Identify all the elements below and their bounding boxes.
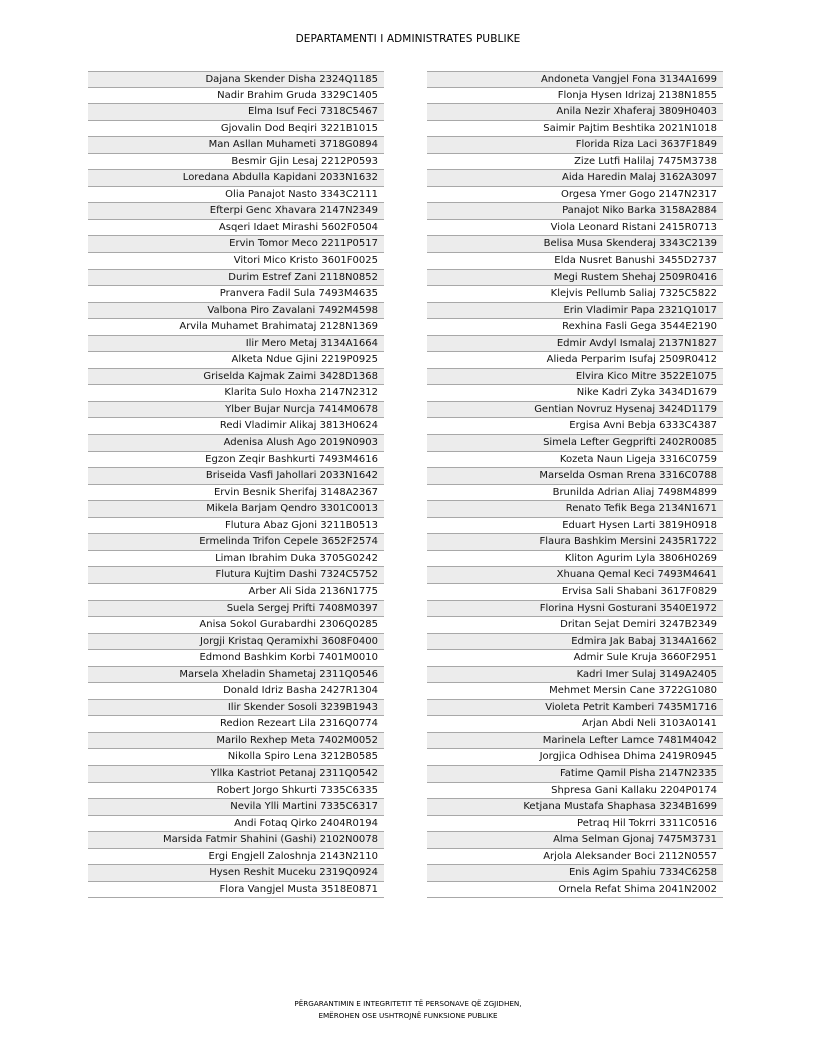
list-item: Aida Haredin Malaj 3162A3097 xyxy=(427,170,723,187)
list-item: Viola Leonard Ristani 2415R0713 xyxy=(427,220,723,237)
list-item: Petraq Hil Tokrri 3311C0516 xyxy=(427,816,723,833)
list-item: Enis Agim Spahiu 7334C6258 xyxy=(427,865,723,882)
list-item: Dajana Skender Disha 2324Q1185 xyxy=(88,71,384,88)
list-item: Elma Isuf Feci 7318C5467 xyxy=(88,104,384,121)
list-item: Ervin Besnik Sherifaj 3148A2367 xyxy=(88,485,384,502)
page-footer xyxy=(0,998,816,1022)
list-item: Kozeta Naun Ligeja 3316C0759 xyxy=(427,452,723,469)
list-item: Edmira Jak Babaj 3134A1662 xyxy=(427,634,723,651)
list-item: Arber Ali Sida 2136N1775 xyxy=(88,584,384,601)
list-item: Violeta Petrit Kamberi 7435M1716 xyxy=(427,700,723,717)
list-item: Nikolla Spiro Lena 3212B0585 xyxy=(88,749,384,766)
list-item: Marinela Lefter Lamce 7481M4042 xyxy=(427,733,723,750)
list-item: Florina Hysni Gosturani 3540E1972 xyxy=(427,601,723,618)
list-item: Redion Rezeart Lila 2316Q0774 xyxy=(88,716,384,733)
list-item: Marsida Fatmir Shahini (Gashi) 2102N0078 xyxy=(88,832,384,849)
list-item: Florida Riza Laci 3637F1849 xyxy=(427,137,723,154)
list-item: Besmir Gjin Lesaj 2212P0593 xyxy=(88,154,384,171)
list-item: Man Asllan Muhameti 3718G0894 xyxy=(88,137,384,154)
list-item: Griselda Kajmak Zaimi 3428D1368 xyxy=(88,369,384,386)
list-item: Flutura Abaz Gjoni 3211B0513 xyxy=(88,518,384,535)
list-item: Klarita Sulo Hoxha 2147N2312 xyxy=(88,385,384,402)
list-item: Dritan Sejat Demiri 3247B2349 xyxy=(427,617,723,634)
list-item: Anisa Sokol Gurabardhi 2306Q0285 xyxy=(88,617,384,634)
list-item: Edmir Avdyl Ismalaj 2137N1827 xyxy=(427,336,723,353)
list-item: Eduart Hysen Larti 3819H0918 xyxy=(427,518,723,535)
list-item: Erin Vladimir Papa 2321Q1017 xyxy=(427,303,723,320)
list-item: Mehmet Mersin Cane 3722G1080 xyxy=(427,683,723,700)
list-item: Nevila Ylli Martini 7335C6317 xyxy=(88,799,384,816)
list-item: Simela Lefter Gegprifti 2402R0085 xyxy=(427,435,723,452)
list-item: Renato Tefik Bega 2134N1671 xyxy=(427,501,723,518)
list-item: Arjan Abdi Neli 3103A0141 xyxy=(427,716,723,733)
list-item: Ervisa Sali Shabani 3617F0829 xyxy=(427,584,723,601)
list-item: Zize Lutfi Halilaj 7475M3738 xyxy=(427,154,723,171)
list-item: Nike Kadri Zyka 3434D1679 xyxy=(427,385,723,402)
list-item: Jorgjica Odhisea Dhima 2419R0945 xyxy=(427,749,723,766)
list-item: Redi Vladimir Alikaj 3813H0624 xyxy=(88,418,384,435)
list-item: Ergi Engjell Zaloshnja 2143N2110 xyxy=(88,849,384,866)
right-name-list xyxy=(427,71,723,898)
footer-line-2: EMËROHEN OSE USHTROJNË FUNKSIONE PUBLIKE xyxy=(318,1011,498,1020)
list-item: Pranvera Fadil Sula 7493M4635 xyxy=(88,286,384,303)
list-item: Arjola Aleksander Boci 2112N0557 xyxy=(427,849,723,866)
list-item: Panajot Niko Barka 3158A2884 xyxy=(427,203,723,220)
list-item: Edmond Bashkim Korbi 7401M0010 xyxy=(88,650,384,667)
list-item: Elda Nusret Banushi 3455D2737 xyxy=(427,253,723,270)
list-item: Donald Idriz Basha 2427R1304 xyxy=(88,683,384,700)
list-item: Belisa Musa Skenderaj 3343C2139 xyxy=(427,236,723,253)
list-item: Nadir Brahim Gruda 3329C1405 xyxy=(88,88,384,105)
list-item: Ornela Refat Shima 2041N2002 xyxy=(427,882,723,899)
list-item: Durim Estref Zani 2118N0852 xyxy=(88,270,384,287)
list-item: Gentian Novruz Hysenaj 3424D1179 xyxy=(427,402,723,419)
list-item: Gjovalin Dod Beqiri 3221B1015 xyxy=(88,121,384,138)
list-item: Kliton Agurim Lyla 3806H0269 xyxy=(427,551,723,568)
list-item: Marsela Xheladin Shametaj 2311Q0546 xyxy=(88,667,384,684)
list-item: Robert Jorgo Shkurti 7335C6335 xyxy=(88,783,384,800)
list-item: Efterpi Genc Xhavara 2147N2349 xyxy=(88,203,384,220)
list-item: Elvira Kico Mitre 3522E1075 xyxy=(427,369,723,386)
list-item: Mikela Barjam Qendro 3301C0013 xyxy=(88,501,384,518)
list-item: Ermelinda Trifon Cepele 3652F2574 xyxy=(88,534,384,551)
list-item: Jorgji Kristaq Qeramixhi 3608F0400 xyxy=(88,634,384,651)
list-item: Yllka Kastriot Petanaj 2311Q0542 xyxy=(88,766,384,783)
list-item: Marselda Osman Rrena 3316C0788 xyxy=(427,468,723,485)
list-item: Klejvis Pellumb Saliaj 7325C5822 xyxy=(427,286,723,303)
list-item: Ilir Skender Sosoli 3239B1943 xyxy=(88,700,384,717)
list-item: Valbona Piro Zavalani 7492M4598 xyxy=(88,303,384,320)
list-item: Ervin Tomor Meco 2211P0517 xyxy=(88,236,384,253)
list-item: Loredana Abdulla Kapidani 2033N1632 xyxy=(88,170,384,187)
list-item: Flora Vangjel Musta 3518E0871 xyxy=(88,882,384,899)
list-item: Alieda Perparim Isufaj 2509R0412 xyxy=(427,352,723,369)
list-item: Orgesa Ymer Gogo 2147N2317 xyxy=(427,187,723,204)
list-item: Ergisa Avni Bebja 6333C4387 xyxy=(427,418,723,435)
list-item: Arvila Muhamet Brahimataj 2128N1369 xyxy=(88,319,384,336)
list-item: Ylber Bujar Nurcja 7414M0678 xyxy=(88,402,384,419)
list-item: Flonja Hysen Idrizaj 2138N1855 xyxy=(427,88,723,105)
list-item: Shpresa Gani Kallaku 2204P0174 xyxy=(427,783,723,800)
list-item: Xhuana Qemal Keci 7493M4641 xyxy=(427,567,723,584)
list-item: Asqeri Idaet Mirashi 5602F0504 xyxy=(88,220,384,237)
list-item: Fatime Qamil Pisha 2147N2335 xyxy=(427,766,723,783)
list-item: Saimir Pajtim Beshtika 2021N1018 xyxy=(427,121,723,138)
page-title: DEPARTAMENTI I ADMINISTRATES PUBLIKE xyxy=(295,33,521,45)
list-item: Vitori Mico Kristo 3601F0025 xyxy=(88,253,384,270)
left-name-list xyxy=(88,71,384,898)
list-item: Andi Fotaq Qirko 2404R0194 xyxy=(88,816,384,833)
list-item: Liman Ibrahim Duka 3705G0242 xyxy=(88,551,384,568)
list-item: Hysen Reshit Muceku 2319Q0924 xyxy=(88,865,384,882)
list-item: Kadri Imer Sulaj 3149A2405 xyxy=(427,667,723,684)
footer-line-1: PËRGARANTIMIN E INTEGRITETIT TË PERSONAVE QË ZGJIDHEN, xyxy=(294,999,522,1008)
list-item: Suela Sergej Prifti 7408M0397 xyxy=(88,601,384,618)
list-item: Flutura Kujtim Dashi 7324C5752 xyxy=(88,567,384,584)
list-item: Ilir Mero Metaj 3134A1664 xyxy=(88,336,384,353)
list-item: Marilo Rexhep Meta 7402M0052 xyxy=(88,733,384,750)
list-item: Rexhina Fasli Gega 3544E2190 xyxy=(427,319,723,336)
list-item: Anila Nezir Xhaferaj 3809H0403 xyxy=(427,104,723,121)
list-item: Andoneta Vangjel Fona 3134A1699 xyxy=(427,71,723,88)
list-item: Flaura Bashkim Mersini 2435R1722 xyxy=(427,534,723,551)
list-item: Adenisa Alush Ago 2019N0903 xyxy=(88,435,384,452)
list-item: Olia Panajot Nasto 3343C2111 xyxy=(88,187,384,204)
list-item: Ketjana Mustafa Shaphasa 3234B1699 xyxy=(427,799,723,816)
list-item: Egzon Zeqir Bashkurti 7493M4616 xyxy=(88,452,384,469)
list-item: Briseida Vasfi Jahollari 2033N1642 xyxy=(88,468,384,485)
list-item: Alketa Ndue Gjini 2219P0925 xyxy=(88,352,384,369)
list-item: Alma Selman Gjonaj 7475M3731 xyxy=(427,832,723,849)
list-item: Brunilda Adrian Aliaj 7498M4899 xyxy=(427,485,723,502)
list-item: Megi Rustem Shehaj 2509R0416 xyxy=(427,270,723,287)
list-item: Admir Sule Kruja 3660F2951 xyxy=(427,650,723,667)
